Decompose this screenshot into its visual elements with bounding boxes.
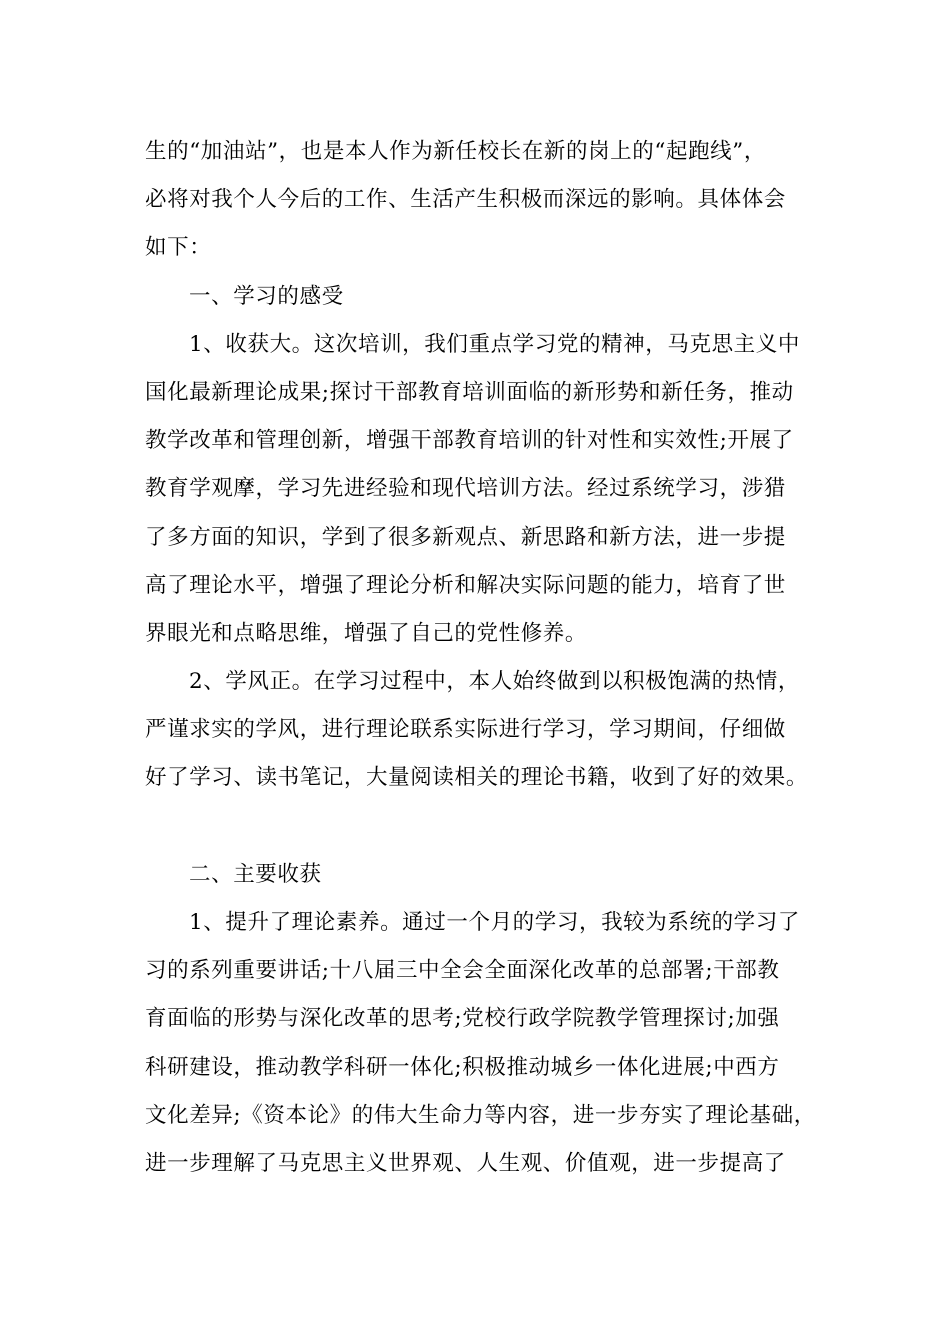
paragraph-line: 好了学习、读书笔记，大量阅读相关的理论书籍，收到了好的效果。 bbox=[145, 765, 809, 791]
section-heading: 二、主要收获 bbox=[189, 861, 322, 887]
paragraph-line: 进一步理解了马克思主义世界观、人生观、价值观，进一步提高了 bbox=[145, 1150, 786, 1176]
paragraph-line: 如下： bbox=[145, 235, 212, 261]
paragraph-line: 1、提升了理论素养。通过一个月的学习，我较为系统的学习了 bbox=[189, 910, 800, 935]
paragraph-line: 文化差异;《资本论》的伟大生命力等内容，进一步夯实了理论基础， bbox=[145, 1102, 816, 1128]
document-body bbox=[145, 128, 815, 1188]
paragraph-line: 必将对我个人今后的工作、生活产生积极而深远的影响。具体体会 bbox=[145, 187, 786, 213]
paragraph-line: 教育学观摩，学习先进经验和现代培训方法。经过系统学习，涉猎 bbox=[145, 476, 786, 502]
blank-line bbox=[145, 803, 815, 851]
paragraph-line: 2、学风正。在学习过程中，本人始终做到以积极饱满的热情， bbox=[189, 669, 800, 695]
paragraph-line: 国化最新理论成果;探讨干部教育培训面临的新形势和新任务，推动 bbox=[145, 379, 794, 405]
paragraph-line: 高了理论水平，增强了理论分析和解决实际问题的能力，培育了世 bbox=[145, 572, 786, 598]
paragraph-line: 严谨求实的学风，进行理论联系实际进行学习，学习期间，仔细做 bbox=[145, 717, 786, 743]
section-heading: 一、学习的感受 bbox=[189, 283, 344, 309]
paragraph-line: 教学改革和管理创新，增强干部教育培训的针对性和实效性;开展了 bbox=[145, 428, 794, 454]
paragraph-line: 育面临的形势与深化改革的思考;党校行政学院教学管理探讨;加强 bbox=[145, 1006, 780, 1032]
paragraph-line: 科研建设，推动教学科研一体化;积极推动城乡一体化进展;中西方 bbox=[145, 1054, 780, 1080]
paragraph-line: 生的“加油站”，也是本人作为新任校长在新的岗上的“起跑线”， bbox=[145, 139, 766, 164]
paragraph-line: 1、收获大。这次培训，我们重点学习党的精神，马克思主义中 bbox=[189, 331, 800, 357]
paragraph-line: 习的系列重要讲话;十八届三中全会全面深化改革的总部署;干部教 bbox=[145, 958, 780, 984]
paragraph-line: 了多方面的知识，学到了很多新观点、新思路和新方法，进一步提 bbox=[145, 524, 786, 550]
paragraph-line: 界眼光和点略思维，增强了自己的党性修养。 bbox=[145, 620, 588, 646]
